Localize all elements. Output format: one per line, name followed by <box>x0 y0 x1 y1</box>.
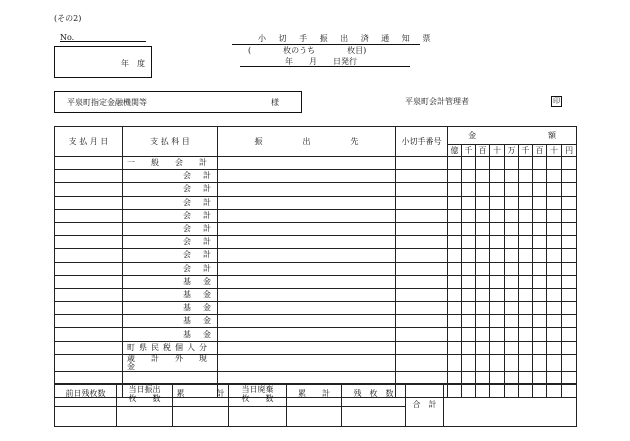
amount-digit-cell[interactable] <box>562 275 577 288</box>
subject-cell: 会 計 <box>123 196 218 209</box>
amount-digit-cell[interactable] <box>490 315 505 328</box>
table-row <box>55 183 577 196</box>
amount-digit-cell[interactable] <box>462 209 476 222</box>
amount-digit-cell[interactable] <box>448 275 462 288</box>
sheet-count-line: ( 枚のうち 枚目) <box>248 46 367 55</box>
amount-digit-cell[interactable] <box>519 315 533 328</box>
amount-digit-cell[interactable] <box>476 196 490 209</box>
amount-digit-cell[interactable] <box>476 288 490 301</box>
table-row <box>55 354 577 371</box>
date-cell[interactable] <box>55 302 123 315</box>
amount-digit-cell[interactable] <box>533 328 547 341</box>
check-no-cell[interactable] <box>396 341 448 354</box>
amount-digit-cell[interactable] <box>505 315 519 328</box>
amount-digit-cell[interactable] <box>562 315 577 328</box>
payee-cell[interactable] <box>218 328 396 341</box>
amount-digit-cell[interactable] <box>476 262 490 275</box>
subject-cell: 歳 計 外 現 金 <box>123 354 218 371</box>
amount-digit-cell[interactable] <box>562 209 577 222</box>
subject-cell: 一 般 会 計 <box>123 157 218 170</box>
amount-digit-cell[interactable] <box>562 236 577 249</box>
amount-digit-cell[interactable] <box>476 170 490 183</box>
table-row <box>55 302 577 315</box>
date-cell[interactable] <box>55 209 123 222</box>
amount-digit-cell[interactable] <box>547 236 562 249</box>
addressee-honorific: 様 <box>271 98 279 107</box>
addressee-name: 平泉町指定金融機関等 <box>67 98 147 107</box>
payment-table <box>54 126 577 398</box>
check-no-cell[interactable] <box>396 262 448 275</box>
amount-digit-cell[interactable] <box>448 302 462 315</box>
table-row <box>55 222 577 235</box>
amount-digit-cell[interactable] <box>462 354 476 371</box>
cumulative-issued-value[interactable] <box>173 406 229 426</box>
amount-digit-cell[interactable] <box>505 341 519 354</box>
amount-digit-cell[interactable] <box>547 209 562 222</box>
amount-digit-cell[interactable] <box>448 209 462 222</box>
amount-digit-cell[interactable] <box>490 222 505 235</box>
amount-digit-cell[interactable] <box>490 302 505 315</box>
payee-cell[interactable] <box>218 209 396 222</box>
amount-digit-cell[interactable] <box>547 288 562 301</box>
table-row <box>55 249 577 262</box>
amount-digit-cell[interactable] <box>519 249 533 262</box>
amount-digit-cell[interactable] <box>490 275 505 288</box>
amount-digit-cell[interactable] <box>547 249 562 262</box>
amount-digit-cell[interactable] <box>462 183 476 196</box>
amount-digit-cell[interactable] <box>476 341 490 354</box>
table-row <box>55 196 577 209</box>
amount-digit-cell[interactable] <box>490 157 505 170</box>
amount-digit-cell[interactable] <box>547 354 562 371</box>
table-row <box>55 262 577 275</box>
amount-digit-cell[interactable] <box>462 236 476 249</box>
check-no-cell[interactable] <box>396 315 448 328</box>
amount-digit-cell[interactable] <box>476 354 490 371</box>
amount-digit-cell[interactable] <box>547 157 562 170</box>
check-no-cell[interactable] <box>396 249 448 262</box>
table-row <box>55 341 577 354</box>
payee-cell[interactable] <box>218 262 396 275</box>
amount-digit-cell[interactable] <box>533 222 547 235</box>
amount-digit-cell[interactable] <box>562 341 577 354</box>
amount-digit-cell[interactable] <box>476 222 490 235</box>
seal-mark: 印 <box>553 97 560 105</box>
amount-digit-cell[interactable] <box>562 183 577 196</box>
table-row <box>55 170 577 183</box>
amount-digit-cell[interactable] <box>533 262 547 275</box>
amount-digit-cell[interactable] <box>490 183 505 196</box>
digit-header: 百 <box>533 145 547 157</box>
total-label: 合 計 <box>406 384 444 427</box>
today-void-text: 当日廃棄 枚 数 <box>241 384 274 403</box>
amount-digit-cell[interactable] <box>505 222 519 235</box>
subject-cell: 会 計 <box>123 236 218 249</box>
amount-digit-cell[interactable] <box>448 196 462 209</box>
amount-digit-cell[interactable] <box>505 302 519 315</box>
date-cell[interactable] <box>55 183 123 196</box>
cumulative-void-label: 累 計 <box>287 384 342 407</box>
payee-cell[interactable] <box>218 354 396 371</box>
amount-digit-cell[interactable] <box>519 354 533 371</box>
amount-digit-cell[interactable] <box>490 354 505 371</box>
amount-digit-cell[interactable] <box>505 236 519 249</box>
amount-digit-cell[interactable] <box>462 196 476 209</box>
issuer-name: 平泉町会計管理者 <box>405 97 469 106</box>
amount-digit-cell[interactable] <box>462 262 476 275</box>
amount-digit-cell[interactable] <box>533 288 547 301</box>
header-payee: 振 出 先 <box>218 127 396 157</box>
amount-digit-cell[interactable] <box>505 249 519 262</box>
check-no-cell[interactable] <box>396 209 448 222</box>
prev-count-label: 前日残枚数 <box>55 384 117 407</box>
check-no-cell[interactable] <box>396 157 448 170</box>
amount-digit-cell[interactable] <box>562 170 577 183</box>
digit-header: 十 <box>490 145 505 157</box>
amount-digit-cell[interactable] <box>462 302 476 315</box>
amount-digit-cell[interactable] <box>490 249 505 262</box>
date-cell[interactable] <box>55 288 123 301</box>
payee-cell[interactable] <box>218 341 396 354</box>
subject-cell: 会 計 <box>123 222 218 235</box>
amount-digit-cell[interactable] <box>448 262 462 275</box>
amount-digit-cell[interactable] <box>533 196 547 209</box>
amount-digit-cell[interactable] <box>462 275 476 288</box>
today-void-value[interactable] <box>229 406 287 426</box>
amount-digit-cell[interactable] <box>547 196 562 209</box>
amount-digit-cell[interactable] <box>476 315 490 328</box>
check-no-cell[interactable] <box>396 183 448 196</box>
subject-cell: 基 金 <box>123 315 218 328</box>
date-cell[interactable] <box>55 196 123 209</box>
amount-digit-cell[interactable] <box>547 183 562 196</box>
amount-digit-cell[interactable] <box>462 328 476 341</box>
subject-cell: 会 計 <box>123 170 218 183</box>
subject-cell: 基 金 <box>123 275 218 288</box>
amount-digit-cell[interactable] <box>448 170 462 183</box>
date-cell[interactable] <box>55 249 123 262</box>
subject-cell: 会 計 <box>123 183 218 196</box>
amount-digit-cell[interactable] <box>476 209 490 222</box>
date-cell[interactable] <box>55 262 123 275</box>
amount-digit-cell[interactable] <box>505 157 519 170</box>
today-issued-value[interactable] <box>117 406 173 426</box>
check-no-cell[interactable] <box>396 196 448 209</box>
amount-digit-cell[interactable] <box>547 328 562 341</box>
amount-digit-cell[interactable] <box>519 222 533 235</box>
fiscal-year-box[interactable] <box>54 46 152 78</box>
subject-cell: 基 金 <box>123 302 218 315</box>
amount-digit-cell[interactable] <box>519 170 533 183</box>
payee-cell[interactable] <box>218 302 396 315</box>
header-amount: 金 額 <box>448 127 577 145</box>
amount-digit-cell[interactable] <box>462 170 476 183</box>
amount-digit-cell[interactable] <box>547 262 562 275</box>
subject-cell: 基 金 <box>123 288 218 301</box>
amount-digit-cell[interactable] <box>519 275 533 288</box>
amount-digit-cell[interactable] <box>462 315 476 328</box>
subject-cell: 基 金 <box>123 328 218 341</box>
amount-digit-cell[interactable] <box>533 170 547 183</box>
table-row <box>55 236 577 249</box>
amount-digit-cell[interactable] <box>519 302 533 315</box>
subject-cell: 会 計 <box>123 262 218 275</box>
payee-cell[interactable] <box>218 288 396 301</box>
amount-digit-cell[interactable] <box>448 236 462 249</box>
amount-digit-cell[interactable] <box>547 315 562 328</box>
amount-digit-cell[interactable] <box>562 157 577 170</box>
fiscal-year-label: 年 度 <box>121 59 145 68</box>
table-row <box>55 288 577 301</box>
amount-digit-cell[interactable] <box>547 275 562 288</box>
amount-digit-cell[interactable] <box>448 249 462 262</box>
amount-digit-cell[interactable] <box>533 354 547 371</box>
amount-digit-cell[interactable] <box>533 249 547 262</box>
amount-digit-cell[interactable] <box>519 288 533 301</box>
amount-digit-cell[interactable] <box>519 209 533 222</box>
amount-digit-cell[interactable] <box>547 302 562 315</box>
digit-header: 万 <box>505 145 519 157</box>
amount-digit-cell[interactable] <box>448 288 462 301</box>
date-cell[interactable] <box>55 315 123 328</box>
amount-digit-cell[interactable] <box>505 170 519 183</box>
subject-cell: 町県民税個人分 <box>123 341 218 354</box>
amount-digit-cell[interactable] <box>533 275 547 288</box>
amount-digit-cell[interactable] <box>476 275 490 288</box>
amount-digit-cell[interactable] <box>476 328 490 341</box>
amount-digit-cell[interactable] <box>562 249 577 262</box>
amount-digit-cell[interactable] <box>562 196 577 209</box>
amount-digit-cell[interactable] <box>462 288 476 301</box>
amount-digit-cell[interactable] <box>448 222 462 235</box>
digit-header: 千 <box>519 145 533 157</box>
amount-digit-cell[interactable] <box>476 157 490 170</box>
check-no-cell[interactable] <box>396 275 448 288</box>
check-no-cell[interactable] <box>396 354 448 371</box>
summary-table <box>54 383 577 427</box>
today-void-label <box>229 384 287 407</box>
amount-digit-cell[interactable] <box>505 288 519 301</box>
amount-digit-cell[interactable] <box>519 328 533 341</box>
check-no-cell[interactable] <box>396 236 448 249</box>
amount-digit-cell[interactable] <box>448 354 462 371</box>
amount-digit-cell[interactable] <box>562 222 577 235</box>
amount-digit-cell[interactable] <box>519 183 533 196</box>
payee-cell[interactable] <box>218 249 396 262</box>
payee-cell[interactable] <box>218 222 396 235</box>
amount-digit-cell[interactable] <box>562 262 577 275</box>
table-row <box>55 209 577 222</box>
amount-digit-cell[interactable] <box>490 196 505 209</box>
subject-cell: 会 計 <box>123 249 218 262</box>
amount-digit-cell[interactable] <box>448 341 462 354</box>
amount-digit-cell[interactable] <box>533 315 547 328</box>
prev-count-value[interactable] <box>55 406 117 426</box>
amount-digit-cell[interactable] <box>519 341 533 354</box>
check-no-cell[interactable] <box>396 302 448 315</box>
amount-digit-cell[interactable] <box>505 183 519 196</box>
payee-cell[interactable] <box>218 275 396 288</box>
payee-cell[interactable] <box>218 196 396 209</box>
amount-digit-cell[interactable] <box>490 209 505 222</box>
amount-digit-cell[interactable] <box>533 209 547 222</box>
amount-digit-cell[interactable] <box>547 170 562 183</box>
check-no-cell[interactable] <box>396 288 448 301</box>
amount-digit-cell[interactable] <box>533 302 547 315</box>
header-date: 支 払 月 日 <box>55 127 123 157</box>
issue-underline <box>240 66 410 67</box>
date-cell[interactable] <box>55 275 123 288</box>
digit-header: 億 <box>448 145 462 157</box>
issue-date-line: 年 月 日発行 <box>285 57 357 66</box>
date-cell[interactable] <box>55 328 123 341</box>
amount-digit-cell[interactable] <box>490 236 505 249</box>
check-no-cell[interactable] <box>396 222 448 235</box>
header-subject: 支 払 科 目 <box>123 127 218 157</box>
total-value-cell[interactable] <box>444 384 577 427</box>
amount-digit-cell[interactable] <box>462 157 476 170</box>
amount-digit-cell[interactable] <box>462 249 476 262</box>
remaining-value[interactable] <box>342 406 406 426</box>
page-title: 小 切 手 振 出 済 通 知 票 <box>258 34 436 43</box>
amount-digit-cell[interactable] <box>562 302 577 315</box>
table-row <box>55 315 577 328</box>
amount-digit-cell[interactable] <box>562 354 577 371</box>
amount-digit-cell[interactable] <box>462 222 476 235</box>
amount-digit-cell[interactable] <box>490 328 505 341</box>
amount-digit-cell[interactable] <box>519 196 533 209</box>
amount-digit-cell[interactable] <box>533 341 547 354</box>
check-no-cell[interactable] <box>396 328 448 341</box>
amount-digit-cell[interactable] <box>533 157 547 170</box>
today-issued-text: 当日振出 枚 数 <box>128 384 161 403</box>
amount-digit-cell[interactable] <box>505 196 519 209</box>
amount-digit-cell[interactable] <box>462 341 476 354</box>
amount-digit-cell[interactable] <box>490 170 505 183</box>
amount-digit-cell[interactable] <box>448 328 462 341</box>
amount-digit-cell[interactable] <box>533 236 547 249</box>
date-cell[interactable] <box>55 236 123 249</box>
date-cell[interactable] <box>55 222 123 235</box>
amount-digit-cell[interactable] <box>448 183 462 196</box>
digit-header: 円 <box>562 145 577 157</box>
amount-digit-cell[interactable] <box>505 209 519 222</box>
amount-digit-cell[interactable] <box>519 236 533 249</box>
addressee-box <box>54 91 302 113</box>
digit-header: 十 <box>547 145 562 157</box>
no-label: No. <box>60 33 75 42</box>
amount-digit-cell[interactable] <box>476 236 490 249</box>
no-underline <box>60 41 146 42</box>
remaining-label: 残 枚 数 <box>342 384 406 407</box>
date-cell[interactable] <box>55 354 123 371</box>
header-check-no: 小切手番号 <box>396 127 448 157</box>
amount-digit-cell[interactable] <box>448 315 462 328</box>
payee-cell[interactable] <box>218 236 396 249</box>
amount-digit-cell[interactable] <box>476 302 490 315</box>
amount-digit-cell[interactable] <box>505 328 519 341</box>
amount-digit-cell[interactable] <box>505 262 519 275</box>
payee-cell[interactable] <box>218 157 396 170</box>
amount-digit-cell[interactable] <box>519 157 533 170</box>
sheet-label: (その2) <box>54 14 82 23</box>
subject-cell: 会 計 <box>123 209 218 222</box>
amount-digit-cell[interactable] <box>547 222 562 235</box>
table-row <box>55 157 577 170</box>
date-cell[interactable] <box>55 170 123 183</box>
amount-digit-cell[interactable] <box>519 262 533 275</box>
digit-header: 百 <box>476 145 490 157</box>
table-row <box>55 328 577 341</box>
amount-digit-cell[interactable] <box>533 183 547 196</box>
digit-header: 千 <box>462 145 476 157</box>
table-row <box>55 275 577 288</box>
amount-digit-cell[interactable] <box>562 328 577 341</box>
today-issued-label <box>117 384 173 407</box>
amount-digit-cell[interactable] <box>476 183 490 196</box>
payee-cell[interactable] <box>218 183 396 196</box>
amount-digit-cell[interactable] <box>547 341 562 354</box>
amount-digit-cell[interactable] <box>505 275 519 288</box>
amount-digit-cell[interactable] <box>562 288 577 301</box>
amount-digit-cell[interactable] <box>505 354 519 371</box>
title-underline <box>232 44 420 45</box>
amount-digit-cell[interactable] <box>490 288 505 301</box>
amount-digit-cell[interactable] <box>476 249 490 262</box>
payee-cell[interactable] <box>218 170 396 183</box>
date-cell[interactable] <box>55 157 123 170</box>
amount-digit-cell[interactable] <box>490 341 505 354</box>
cumulative-void-value[interactable] <box>287 406 342 426</box>
date-cell[interactable] <box>55 341 123 354</box>
amount-digit-cell[interactable] <box>490 262 505 275</box>
amount-digit-cell[interactable] <box>448 157 462 170</box>
check-no-cell[interactable] <box>396 170 448 183</box>
payee-cell[interactable] <box>218 315 396 328</box>
cumulative-issued-label: 累 計 <box>173 384 229 407</box>
